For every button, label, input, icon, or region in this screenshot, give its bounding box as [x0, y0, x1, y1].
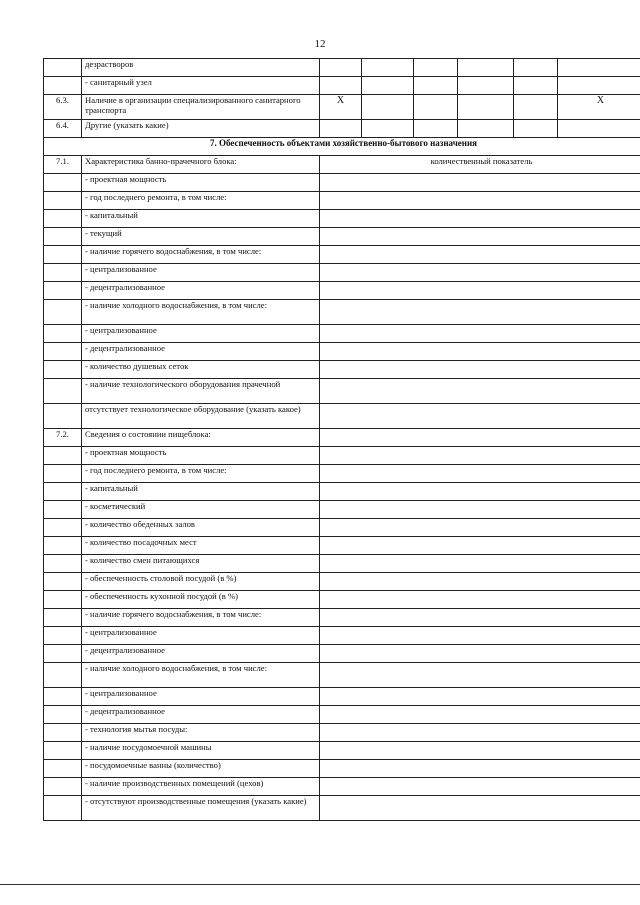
mark-cell [514, 120, 558, 138]
row-number [44, 379, 82, 404]
row-number [44, 591, 82, 609]
mark-cell [414, 77, 458, 95]
mark-cell [514, 95, 558, 120]
table-row [44, 192, 640, 210]
table-row [44, 573, 640, 591]
row-label: - количество посадочных мест [82, 537, 320, 555]
row-number: 7.1. [44, 156, 82, 174]
value-cell[interactable] [320, 447, 640, 465]
mark-cell [414, 95, 458, 120]
row-number [44, 688, 82, 706]
table-row [44, 300, 640, 325]
value-cell[interactable] [320, 429, 640, 447]
value-cell[interactable] [320, 210, 640, 228]
row-label: - централизованное [82, 325, 320, 343]
row-number [44, 300, 82, 325]
value-cell[interactable] [320, 282, 640, 300]
mark-cell [362, 95, 414, 120]
row-number [44, 573, 82, 591]
row-number [44, 228, 82, 246]
table-row [44, 663, 640, 688]
row-label: - год последнего ремонта, в том числе: [82, 465, 320, 483]
section-title: 7. Обеспеченность объектами хозяйственно-бытового назначения [44, 138, 640, 156]
mark-cell [320, 120, 362, 138]
row-number [44, 447, 82, 465]
row-label: Наличие в организации специализированного санитарного транспорта [82, 95, 320, 120]
row-number [44, 282, 82, 300]
row-label: - наличие технологического оборудования прачечной [82, 379, 320, 404]
value-cell[interactable] [320, 591, 640, 609]
row-label: Другие (указать какие) [82, 120, 320, 138]
row-label: - проектная мощность [82, 174, 320, 192]
row-label: - наличие холодного водоснабжения, в том числе: [82, 663, 320, 688]
page-number: 12 [314, 38, 326, 50]
row-label: - наличие холодного водоснабжения, в том числе: [82, 300, 320, 325]
mark-cell [362, 120, 414, 138]
table-row [44, 59, 640, 77]
row-label: - количество душевых сеток [82, 361, 320, 379]
row-number [44, 325, 82, 343]
block-heading: Характеристика банно-прачечного блока: [82, 156, 320, 174]
value-cell[interactable] [320, 742, 640, 760]
row-label: - капитальный [82, 210, 320, 228]
row-label: - отсутствуют производственные помещения (указать какие) [82, 796, 320, 821]
row-number [44, 796, 82, 821]
value-cell[interactable] [320, 778, 640, 796]
value-cell[interactable] [320, 343, 640, 361]
block-head-row [44, 156, 640, 174]
table-row [44, 519, 640, 537]
mark-cell [362, 59, 414, 77]
mark-cell [458, 59, 514, 77]
mark-cell [514, 59, 558, 77]
row-label: - децентрализованное [82, 645, 320, 663]
table-row [44, 483, 640, 501]
table-row [44, 228, 640, 246]
table-row [44, 95, 640, 120]
row-number [44, 742, 82, 760]
mark-cell [414, 59, 458, 77]
table-row [44, 591, 640, 609]
value-column-header: количественный показатель [320, 156, 640, 174]
value-cell[interactable] [320, 573, 640, 591]
row-number [44, 537, 82, 555]
table-row [44, 760, 640, 778]
row-number [44, 706, 82, 724]
value-cell[interactable] [320, 760, 640, 778]
row-number [44, 609, 82, 627]
row-number [44, 760, 82, 778]
mark-cell [458, 120, 514, 138]
row-label: - наличие горячего водоснабжения, в том числе: [82, 246, 320, 264]
row-label: - централизованное [82, 264, 320, 282]
value-cell[interactable] [320, 555, 640, 573]
table-row [44, 645, 640, 663]
table-row [44, 282, 640, 300]
value-cell[interactable] [320, 663, 640, 688]
table-row [44, 706, 640, 724]
row-label: - технология мытья посуды: [82, 724, 320, 742]
row-number [44, 210, 82, 228]
value-cell[interactable] [320, 361, 640, 379]
row-label: дезрастворов [82, 59, 320, 77]
value-cell[interactable] [320, 627, 640, 645]
row-number [44, 404, 82, 429]
value-cell[interactable] [320, 246, 640, 264]
table-row [44, 264, 640, 282]
row-number [44, 519, 82, 537]
row-number: 7.2. [44, 429, 82, 447]
table-row [44, 77, 640, 95]
table-row [44, 609, 640, 627]
table-row [44, 688, 640, 706]
table-row [44, 361, 640, 379]
row-number [44, 59, 82, 77]
value-cell[interactable] [320, 483, 640, 501]
row-label: - децентрализованное [82, 706, 320, 724]
row-label: - централизованное [82, 627, 320, 645]
mark-cell [458, 95, 514, 120]
row-label: - количество обеденных залов [82, 519, 320, 537]
table-row [44, 778, 640, 796]
row-label: - наличие посудомоечной машины [82, 742, 320, 760]
row-number [44, 645, 82, 663]
row-label: - косметический [82, 501, 320, 519]
value-cell[interactable] [320, 300, 640, 325]
row-number [44, 555, 82, 573]
table-row [44, 724, 640, 742]
facility-table [43, 58, 640, 821]
mark-cell [320, 59, 362, 77]
value-cell[interactable] [320, 609, 640, 627]
row-label: - посудомоечные ванны (количество) [82, 760, 320, 778]
mark-cell [514, 77, 558, 95]
row-label: - обеспеченность столовой посудой (в %) [82, 573, 320, 591]
table-row [44, 796, 640, 821]
table-row [44, 246, 640, 264]
block-head-row [44, 429, 640, 447]
value-cell[interactable] [320, 688, 640, 706]
row-label: - год последнего ремонта, в том числе: [82, 192, 320, 210]
table-row [44, 174, 640, 192]
table-row [44, 501, 640, 519]
row-label: - централизованное [82, 688, 320, 706]
table-row [44, 379, 640, 404]
row-label: - санитарный узел [82, 77, 320, 95]
block-heading: Сведения о состоянии пищеблока: [82, 429, 320, 447]
table-row [44, 465, 640, 483]
row-number: 6.4. [44, 120, 82, 138]
value-cell[interactable] [320, 325, 640, 343]
value-cell[interactable] [320, 724, 640, 742]
row-number [44, 361, 82, 379]
table-row [44, 325, 640, 343]
row-number [44, 778, 82, 796]
row-label: - капитальный [82, 483, 320, 501]
row-number [44, 246, 82, 264]
row-number [44, 627, 82, 645]
value-cell[interactable] [320, 174, 640, 192]
row-number [44, 501, 82, 519]
value-cell[interactable] [320, 264, 640, 282]
row-label: - количество смен питающихся [82, 555, 320, 573]
mark-cell [558, 59, 640, 77]
mark-cell [362, 77, 414, 95]
row-label: отсутствует технологическое оборудование (указать какое) [82, 404, 320, 429]
value-cell[interactable] [320, 706, 640, 724]
row-number [44, 192, 82, 210]
row-number [44, 264, 82, 282]
value-cell[interactable] [320, 465, 640, 483]
row-number: 6.3. [44, 95, 82, 120]
value-cell[interactable] [320, 645, 640, 663]
mark-cell [558, 77, 640, 95]
row-label: - наличие горячего водоснабжения, в том числе: [82, 609, 320, 627]
row-label: - текущий [82, 228, 320, 246]
table-row [44, 537, 640, 555]
value-cell[interactable] [320, 192, 640, 210]
row-label: - обеспеченность кухонной посудой (в %) [82, 591, 320, 609]
mark-cell [414, 120, 458, 138]
row-number [44, 77, 82, 95]
table-row [44, 343, 640, 361]
row-label: - наличие производственных помещений (цехов) [82, 778, 320, 796]
row-label: - децентрализованное [82, 343, 320, 361]
row-number [44, 483, 82, 501]
table-row [44, 742, 640, 760]
table-row [44, 555, 640, 573]
value-cell[interactable] [320, 228, 640, 246]
table-row [44, 404, 640, 429]
value-cell[interactable] [320, 537, 640, 555]
value-cell[interactable] [320, 796, 640, 821]
row-number [44, 724, 82, 742]
mark-cell: Х [558, 95, 640, 120]
value-cell[interactable] [320, 379, 640, 404]
table-row [44, 210, 640, 228]
value-cell[interactable] [320, 501, 640, 519]
row-number [44, 663, 82, 688]
mark-cell [558, 120, 640, 138]
row-label: - децентрализованное [82, 282, 320, 300]
value-cell[interactable] [320, 404, 640, 429]
row-number [44, 343, 82, 361]
bottom-rule [0, 884, 640, 885]
table-row [44, 627, 640, 645]
table-row [44, 120, 640, 138]
table-row [44, 447, 640, 465]
section-title-row [44, 138, 640, 156]
mark-cell [458, 77, 514, 95]
row-number [44, 465, 82, 483]
mark-cell [320, 77, 362, 95]
value-cell[interactable] [320, 519, 640, 537]
mark-cell: Х [320, 95, 362, 120]
row-label: - проектная мощность [82, 447, 320, 465]
row-number [44, 174, 82, 192]
